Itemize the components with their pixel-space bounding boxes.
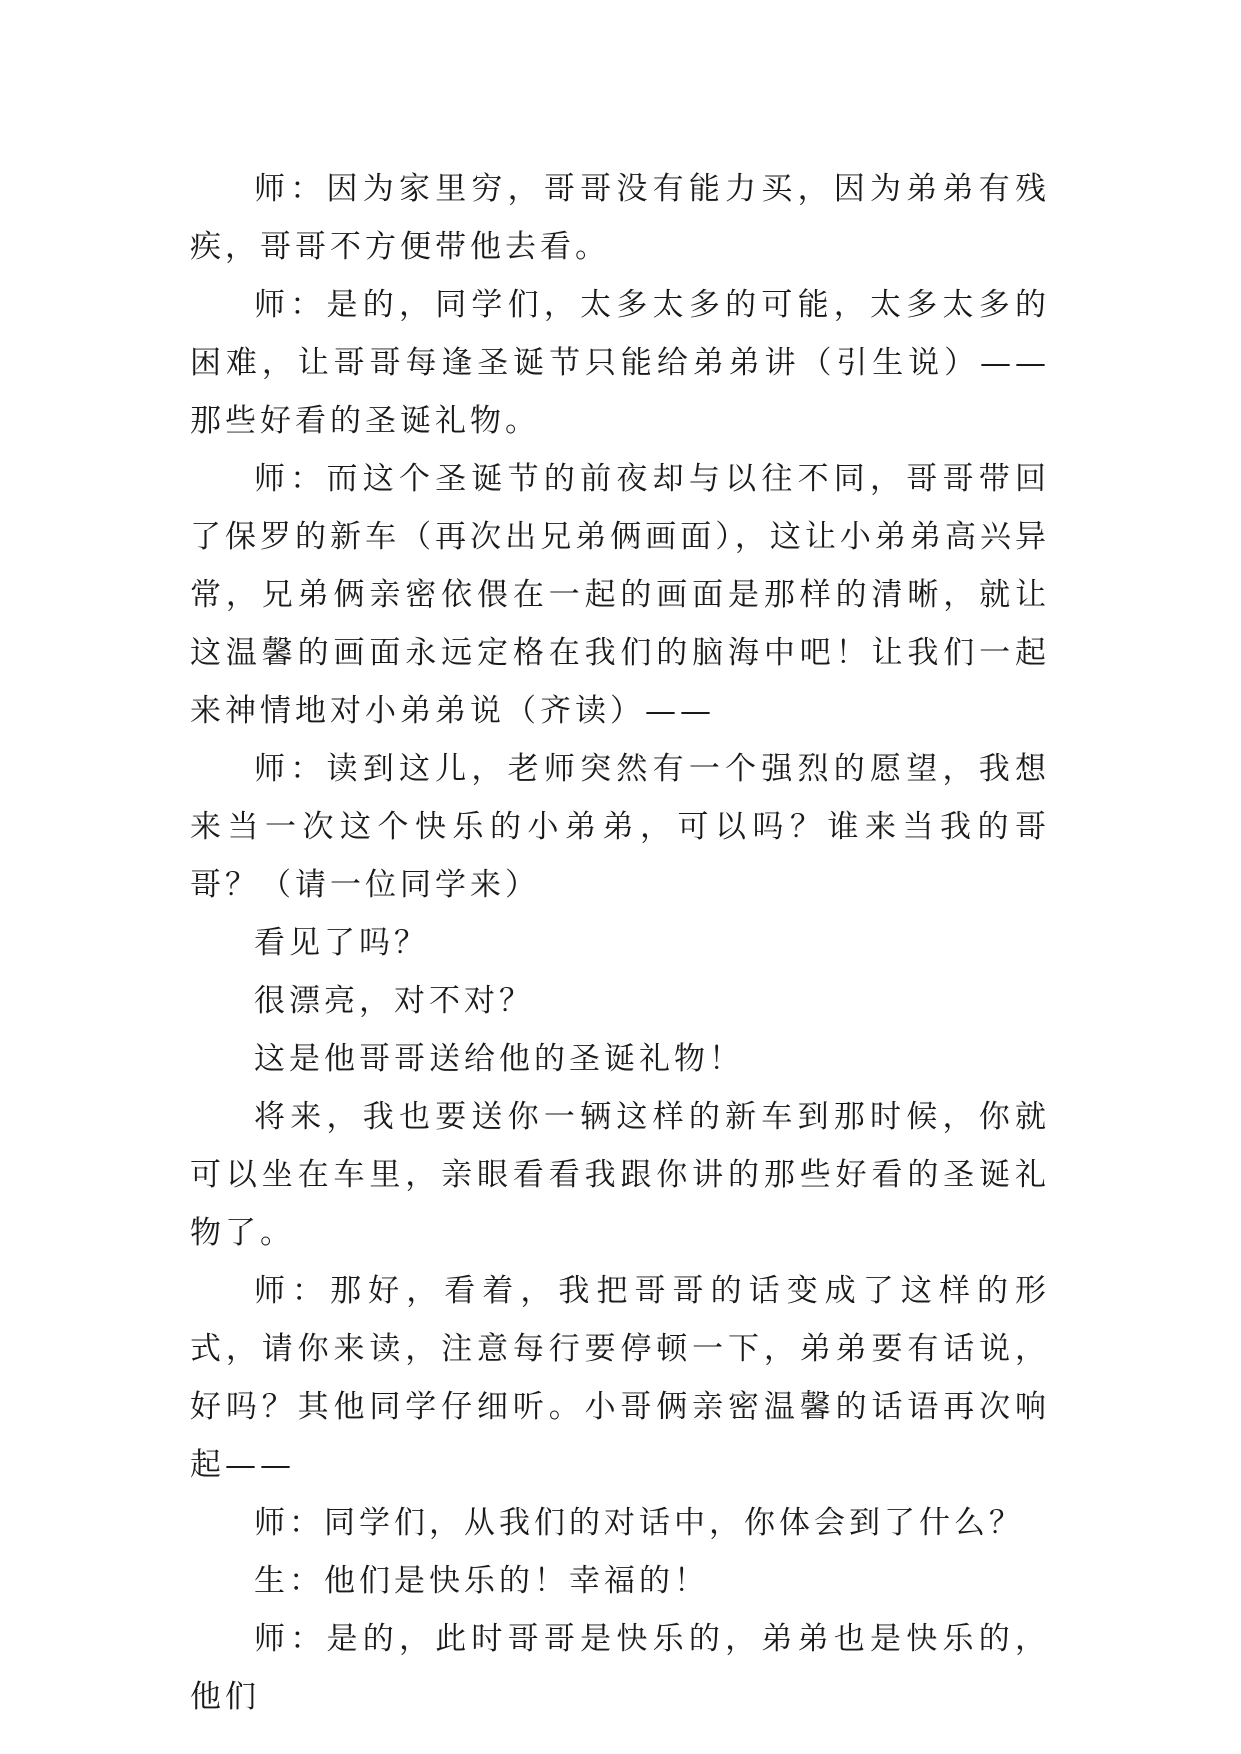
paragraph: 将来，我也要送你一辆这样的新车到那时候，你就可以坐在车里，亲眼看看我跟你讲的那些好看的圣诞礼物了。 <box>190 1099 1050 1251</box>
paragraph: 这是他哥哥送给他的圣诞礼物！ <box>254 1041 744 1077</box>
paragraph: 师：那好，看着，我把哥哥的话变成了这样的形式，请你来读，注意每行要停顿一下，弟弟要有话说，好吗？其他同学仔细听。小哥俩亲密温馨的话语再次响起—— <box>190 1273 1050 1483</box>
paragraph: 师：而这个圣诞节的前夜却与以往不同，哥哥带回了保罗的新车（再次出兄弟俩画面），这让小弟弟高兴异常，兄弟俩亲密依偎在一起的画面是那样的清晰，就让这温馨的画面永远定格在我们的脑海中吧！让我们一起来神情地对小弟弟说（齐读）—— <box>190 461 1050 729</box>
paragraph: 生：他们是快乐的！幸福的！ <box>254 1563 709 1599</box>
paragraph: 很漂亮，对不对？ <box>254 983 534 1019</box>
paragraph: 师：是的，此时哥哥是快乐的，弟弟也是快乐的，他们 <box>190 1621 1050 1715</box>
paragraph: 师：读到这儿，老师突然有一个强烈的愿望，我想来当一次这个快乐的小弟弟，可以吗？谁来当我的哥哥？（请一位同学来） <box>190 751 1050 903</box>
paragraph: 师：因为家里穷，哥哥没有能力买，因为弟弟有残疾，哥哥不方便带他去看。 <box>190 171 1050 265</box>
paragraph: 看见了吗？ <box>254 925 429 961</box>
paragraph: 师：是的，同学们，太多太多的可能，太多太多的困难，让哥哥每逢圣诞节只能给弟弟讲（引生说）——那些好看的圣诞礼物。 <box>190 287 1050 439</box>
document-body <box>190 160 1050 1726</box>
paragraph: 师：同学们，从我们的对话中，你体会到了什么？ <box>254 1505 1024 1541</box>
